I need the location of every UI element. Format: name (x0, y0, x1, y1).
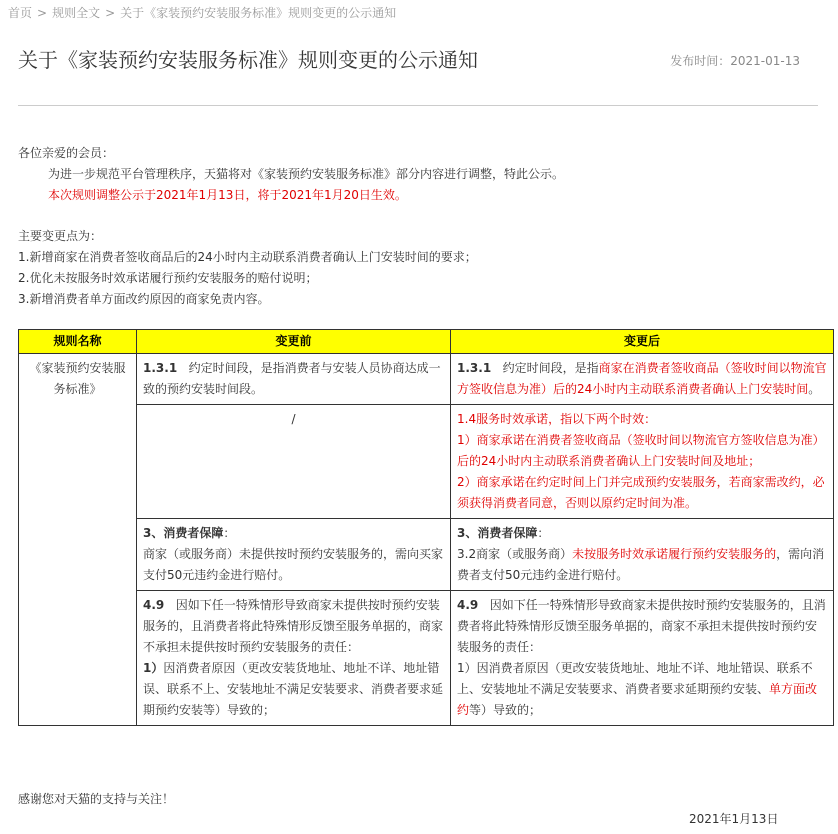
before-cell (137, 354, 451, 405)
effective-notice: 本次规则调整公示于2021年1月13日，将于2021年1月20日生效。 (48, 188, 407, 202)
before-cell (137, 591, 451, 726)
table-row (19, 591, 834, 726)
clause-item-number: 1） (143, 661, 164, 675)
table-row (19, 405, 834, 519)
publish-date: 发布时间：2021-01-13 (670, 54, 800, 68)
clause-heading: 1.4服务时效承诺，指以下两个时效： (457, 412, 657, 426)
clause-item-highlight: 单方面改约 (457, 682, 818, 717)
clause-item: 等）导致的； (469, 703, 542, 717)
after-cell (451, 519, 834, 591)
clause-number: 4.9 (143, 598, 165, 612)
change-item: 3.新增消费者单方面改约原因的商家免责内容。 (18, 292, 270, 306)
greeting: 各位亲爱的会员： (18, 146, 115, 160)
clause-item: 1）因消费者原因（更改安装货地址、地址不详、地址错误、联系不上、安装地址不满足安装要求、消费者要求延期预约安装、 (457, 661, 813, 696)
title-divider (18, 105, 818, 106)
clause-text-highlight: 商家在消费者签收商品（签收时间以物流官方签收信息为准）后的24小时内主动联系消费者确认上门安装时间 (457, 361, 827, 396)
page-title: 关于《家装预约安装服务标准》规则变更的公示通知 (18, 48, 478, 72)
clause-item: 1）商家承诺在消费者签收商品（签收时间以物流官方签收信息为准）后的24小时内主动联系消费者确认上门安装时间及地址； (457, 433, 825, 468)
header-after: 变更后 (451, 330, 834, 354)
section-heading: 3、消费者保障 (143, 526, 224, 540)
table-header-row (19, 330, 834, 354)
rules-change-table (18, 329, 834, 726)
clause-text: 因如下任一特殊情形导致商家未提供按时预约安装服务的，且消费者将此特殊情形反馈至服务单据的，商家不承担未提供按时预约安装服务的责任： (457, 598, 826, 654)
article-body (18, 143, 818, 310)
clause-number: 4.9 (457, 598, 479, 612)
header-before: 变更前 (137, 330, 451, 354)
clause-text: 因如下任一特殊情形导致商家未提供按时预约安装服务的，且消费者将此特殊情形反馈至服务单据的，商家不承担未提供按时预约安装服务的责任： (143, 598, 444, 654)
clause-item: 因消费者原因（更改安装货地址、地址不详、地址错误、联系不上、安装地址不满足安装要求、消费者要求延期预约安装等）导致的； (143, 661, 444, 717)
table-row (19, 354, 834, 405)
clause-text: ，需向消费者支付50元违约金进行赔付。 (457, 547, 825, 582)
breadcrumb-home-link[interactable]: 首页 (8, 6, 33, 20)
after-cell (451, 405, 834, 519)
table-row (19, 519, 834, 591)
clause-number: 1.3.1 (143, 361, 178, 375)
clause-text: 约定时间段，是指 (502, 361, 599, 375)
before-cell-empty: / (137, 405, 451, 519)
section-heading-suffix: ： (537, 526, 550, 540)
after-cell (451, 591, 834, 726)
change-item: 1.新增商家在消费者签收商品后的24小时内主动联系消费者确认上门安装时间的要求； (18, 250, 477, 264)
section-heading-suffix: ： (223, 526, 236, 540)
clause-text: 商家（或服务商）未提供按时预约安装服务的，需向买家支付50元违约金进行赔付。 (143, 547, 444, 582)
change-item: 2.优化未按服务时效承诺履行预约安装服务的赔付说明； (18, 271, 318, 285)
clause-number: 1.3.1 (457, 361, 492, 375)
rule-name-cell: 《家装预约安装服务标准》 (19, 354, 137, 726)
signature-date: 2021年1月13日 (689, 812, 779, 826)
breadcrumb (8, 4, 396, 21)
breadcrumb-current[interactable]: 关于《家装预约安装服务标准》规则变更的公示通知 (120, 6, 397, 20)
after-cell (451, 354, 834, 405)
closing-thanks: 感谢您对天猫的支持与关注！ (18, 792, 175, 806)
clause-item: 2）商家承诺在约定时间上门并完成预约安装服务，若商家需改约，必须获得消费者同意，否则以原约定时间为准。 (457, 475, 825, 510)
clause-text: 3.2商家（或服务商） (457, 547, 573, 561)
intro-text: 为进一步规范平台管理秩序，天猫将对《家装预约安装服务标准》部分内容进行调整，特此公示。 (48, 167, 565, 181)
clause-text: 。 (808, 382, 821, 396)
clause-text-highlight: 未按服务时效承诺履行预约安装服务的 (572, 547, 777, 561)
breadcrumb-separator: > (105, 6, 116, 20)
before-cell (137, 519, 451, 591)
breadcrumb-separator: > (37, 6, 48, 20)
clause-text: 约定时间段，是指消费者与安装人员协商达成一致的预约安装时间段。 (143, 361, 441, 396)
header-rule-name: 规则名称 (19, 330, 137, 354)
changes-heading: 主要变更点为： (18, 229, 103, 243)
section-heading: 3、消费者保障 (457, 526, 538, 540)
breadcrumb-rules-link[interactable]: 规则全文 (52, 6, 101, 20)
